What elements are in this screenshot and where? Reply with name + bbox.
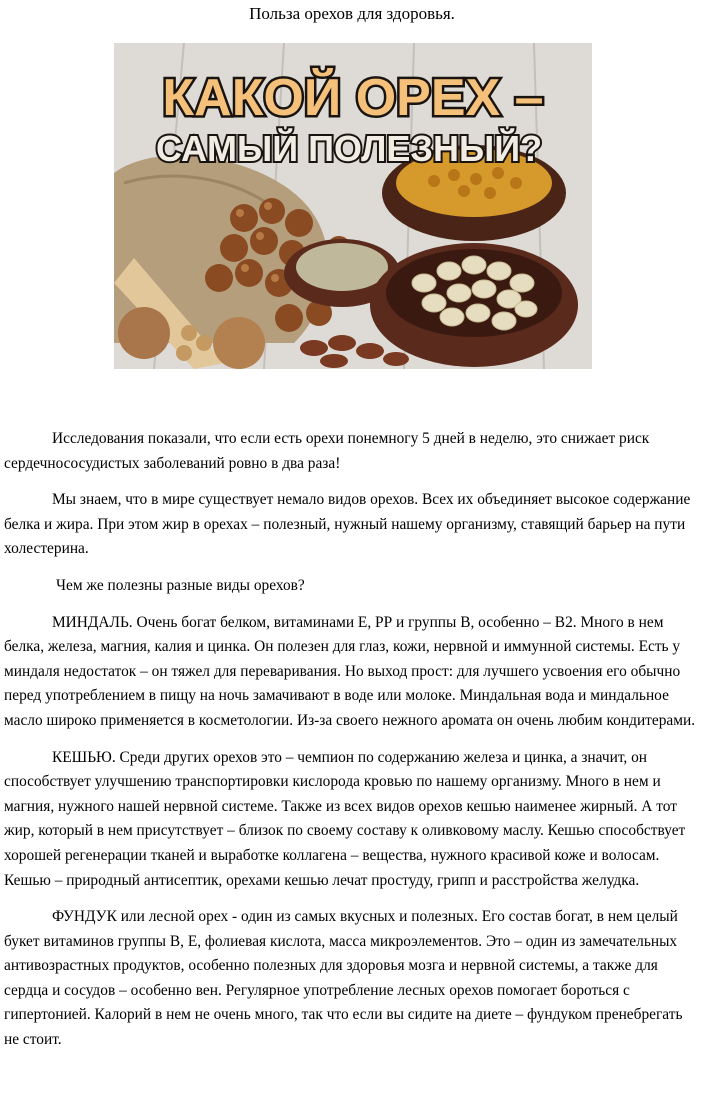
- nuts-photo: [114, 43, 592, 369]
- paragraph-general: Мы знаем, что в мире существует немало видов орехов. Всех их объединяет высокое содержание белка и жира. При этом жир в орехах – полезный, нужный нашему организму, ставящий барьер на пути холестерина.: [4, 491, 691, 558]
- paragraph-almond: МИНДАЛЬ. Очень богат белком, витаминами Е, РР и группы В, особенно – В2. Много в нем белка, железа, магния, калия и цинка. Он полезен для глаз, кожи, нервной и иммунной системы. Есть у миндаля недостаток – он тяжел для переваривания. Но выход прост: для лучшего усвоения его обычно перед употреблением в пищу на ночь замачивают в воде или молоке. Миндальная вода и миндальное масло широко применяется в косметологии. Из-за своего нежного аромата он очень любим кондитерами.: [4, 613, 696, 729]
- paragraph-question: Чем же полезны разные виды орехов?: [56, 576, 305, 594]
- headline-line-1: КАКОЙ ОРЕХ –: [162, 69, 544, 127]
- document-title: Польза орехов для здоровья.: [249, 4, 455, 23]
- paragraph-hazelnut: ФУНДУК или лесной орех - один из самых вкусных и полезных. Его состав богат, в нем целый букет витаминов группы В, Е, фолиевая кислота, масса микроэлементов. Это – один из замечательных антивозрастных продуктов, особенно полезных для здоровья мозга и нервной системы, а также для сердца и сосудов – особенно вен. Регулярное употребление лесных орехов помогает бороться с гипертонией. Калорий в нем не очень много, так что если вы сидите на диете – фундуком пренебрегать не стоит.: [4, 908, 683, 1049]
- paragraph-intro: Исследования показали, что если есть орехи понемногу 5 дней в неделю, это снижает риск сердечнососудистых заболеваний ровно в два раза!: [4, 430, 650, 472]
- paragraph-cashew: КЕШЬЮ. Среди других орехов это – чемпион по содержанию железа и цинка, а значит, он способствует улучшению транспортировки кислорода кровью по нашему организму. Много в нем и магния, нужного нашей нервной системе. Также из всех видов орехов кешью наименее жирный. А тот жир, который в нем присутствует – близок по своему составу к оливковому маслу. Кешью способствует хорошей регенерации тканей и выработке коллагена – вещества, нужного красивой коже и волосам. Кешью – природный антисептик, орехами кешью лечат простуду, грипп и расстройства желудка.: [4, 748, 686, 889]
- nuts-photo-illustration: [114, 43, 592, 369]
- headline-line-2: САМЫЙ ПОЛЕЗНЫЙ?: [155, 128, 543, 169]
- article-body: [4, 427, 700, 1065]
- walnut: [118, 307, 170, 359]
